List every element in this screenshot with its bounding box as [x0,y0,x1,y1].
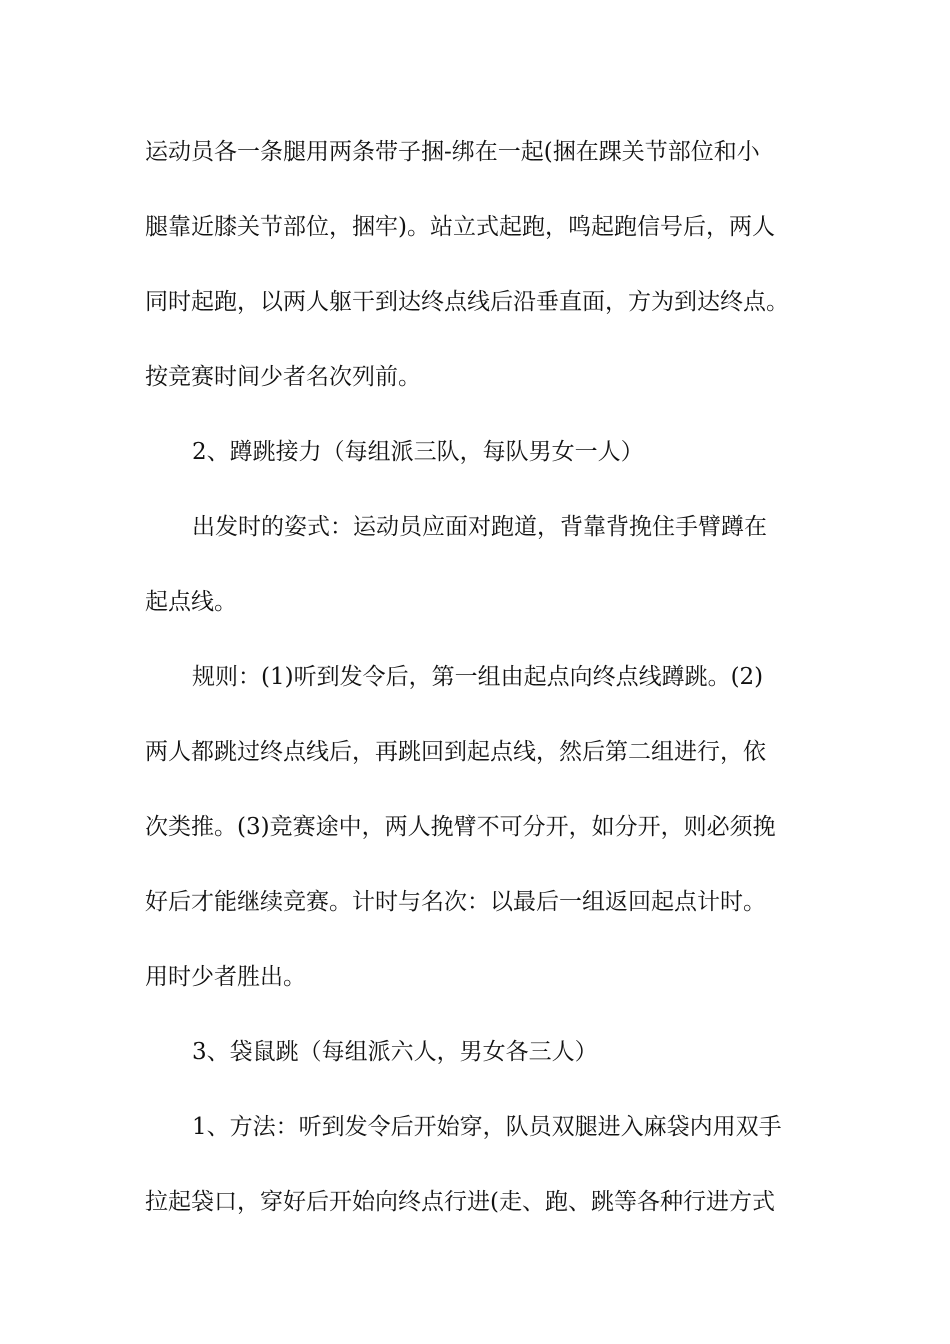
text-line: 同时起跑，以两人躯干到达终点线后沿垂直面，方为到达终点。 [145,289,789,315]
text-line: 好后才能继续竞赛。计时与名次：以最后一组返回起点计时。 [145,889,766,915]
text-line: 用时少者胜出。 [145,964,306,990]
text-line: 规则：(1)听到发令后，第一组由起点向终点线蹲跳。(2) [192,664,764,690]
text-line: 按竞赛时间少者名次列前。 [145,364,421,390]
text-line: 出发时的姿式：运动员应面对跑道，背靠背挽住手臂蹲在 [192,514,767,540]
section-heading: 2、蹲跳接力（每组派三队，每队男女一人） [192,439,644,465]
section-heading: 3、袋鼠跳（每组派六人，男女各三人） [192,1039,598,1065]
text-line: 1、方法：听到发令后开始穿，队员双腿进入麻袋内用双手 [192,1114,782,1140]
text-line: 运动员各一条腿用两条带子捆-绑在一起(捆在踝关节部位和小 [145,139,760,165]
text-line: 两人都跳过终点线后，再跳回到起点线，然后第二组进行，依 [145,739,766,765]
text-line: 次类推。(3)竞赛途中，两人挽臂不可分开，如分开，则必须挽 [145,814,776,840]
text-line: 腿靠近膝关节部位，捆牢)。站立式起跑，鸣起跑信号后，两人 [145,214,775,240]
text-line: 拉起袋口，穿好后开始向终点行进(走、跑、跳等各种行进方式 [145,1189,775,1215]
text-line: 起点线。 [145,589,237,615]
